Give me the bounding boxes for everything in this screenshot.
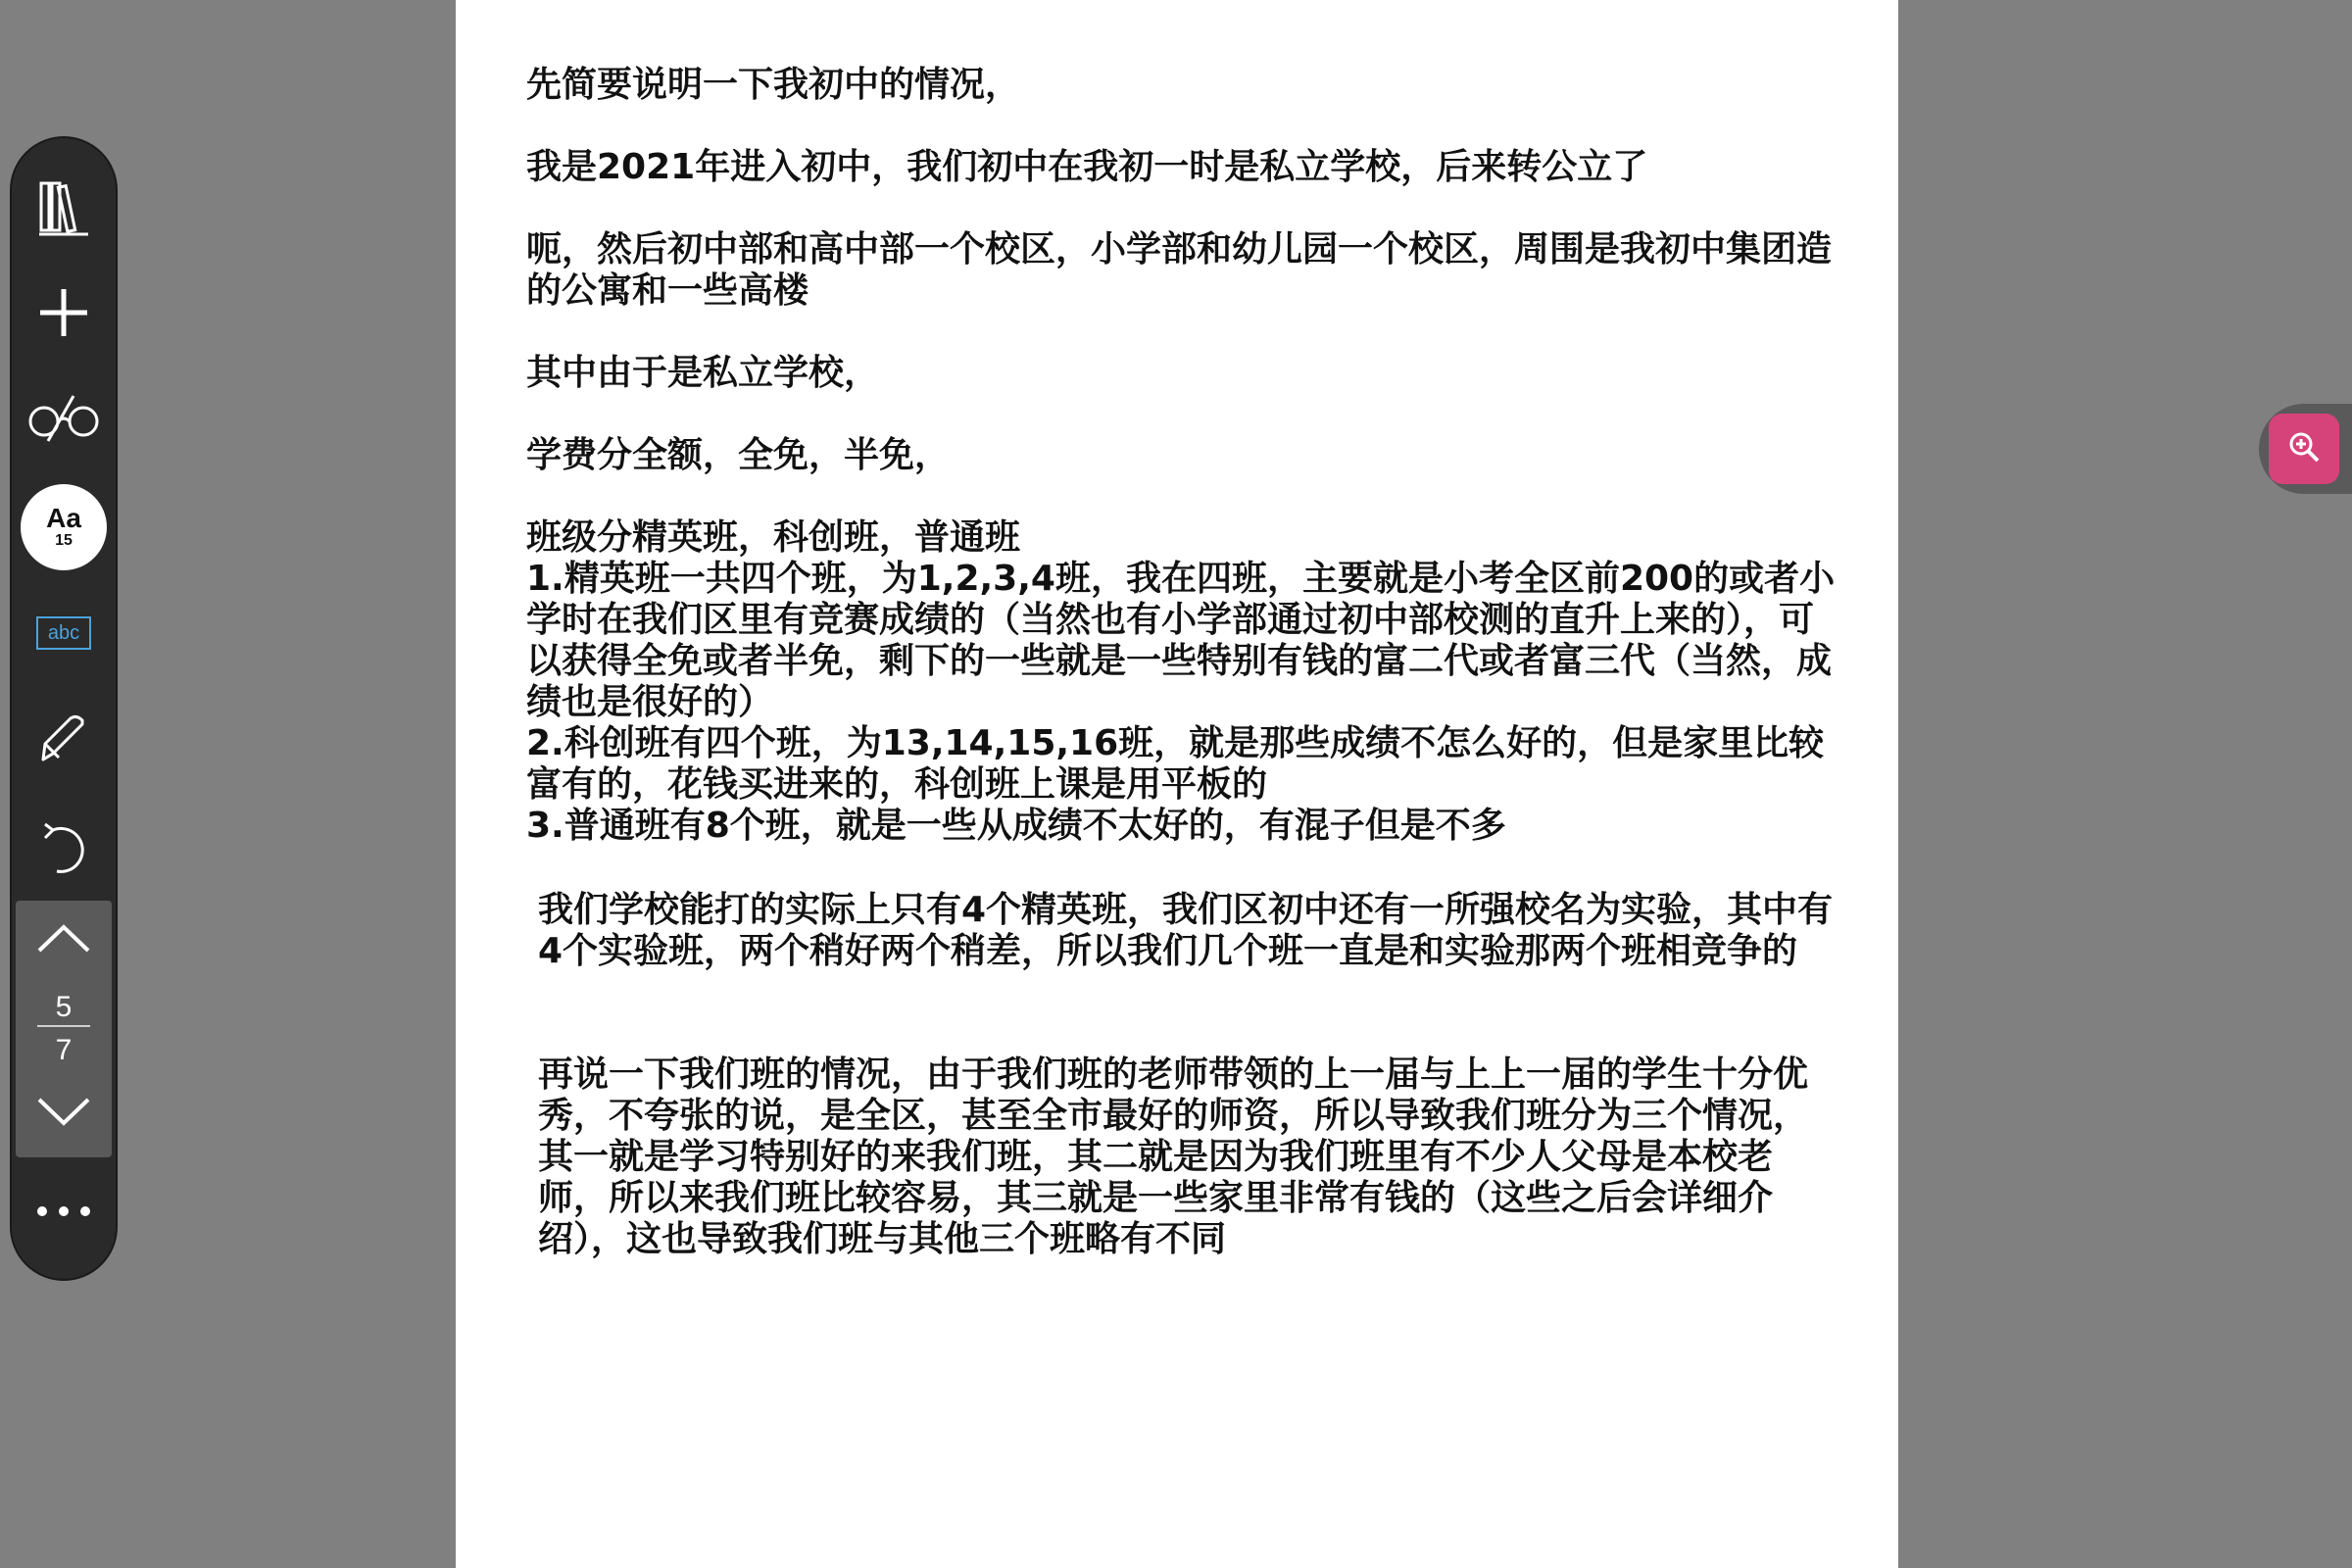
current-page-number: 5 <box>55 991 73 1023</box>
page-navigator <box>16 901 112 1157</box>
plus-icon <box>38 287 89 342</box>
total-pages-number: 7 <box>55 1034 73 1066</box>
paragraph: 其中由于是私立学校， <box>526 353 880 393</box>
document-page <box>456 0 1898 1568</box>
paragraph: 再说一下我们班的情况，由于我们班的老师带领的上一届与上上一届的学生十分优秀，不夸张的说，是全区，甚至全市最好的师资，所以导致我们班分为三个情况，其一就是学习特别好的来我们班，其二就是因为我们班里有不少人父母是本校老师，所以来我们班比较容易，其三就是一些家里非常有钱的（这些之后会详细介绍），这也导致我们班与其他三个班略有不同 <box>538 1054 1809 1259</box>
annotate-button[interactable] <box>12 697 116 785</box>
library-icon <box>37 177 90 242</box>
undo-button[interactable] <box>12 805 116 893</box>
text-style-icon: abc <box>36 616 91 650</box>
zoom-panel <box>2259 404 2352 494</box>
more-button[interactable] <box>12 1167 116 1255</box>
paragraph: 呃，然后初中部和高中部一个校区，小学部和幼儿园一个校区，周围是我初中集团造的公寓和一些高楼 <box>526 229 1833 311</box>
chevron-down-icon <box>37 1098 90 1131</box>
paragraph: 班级分精英班，科创班，普通班 <box>526 517 1021 558</box>
paragraph: 我是2021年进入初中，我们初中在我初一时是私立学校，后来转公立了 <box>526 147 1648 187</box>
glasses-icon <box>26 394 101 447</box>
zoom-in-button[interactable] <box>2269 414 2339 484</box>
text-style-button[interactable] <box>12 589 116 677</box>
font-size-button[interactable] <box>12 483 116 571</box>
next-page-button[interactable] <box>16 1075 112 1153</box>
paragraph: 2.科创班有四个班，为13,14,15,16班，就是那些成绩不怎么好的，但是家里比较富有的，花钱买进来的，科创班上课是用平板的 <box>526 723 1825 805</box>
paragraph: 我们学校能打的实际上只有4个精英班，我们区初中还有一所强校名为实验，其中有4个实验班，两个稍好两个稍差，所以我们几个班一直是和实验那两个班相竞争的 <box>538 890 1834 971</box>
paragraph: 先简要说明一下我初中的情况， <box>526 65 1021 105</box>
reader-toolbar <box>10 136 118 1281</box>
library-button[interactable] <box>12 166 116 254</box>
reading-mode-button[interactable] <box>12 376 116 465</box>
undo-icon <box>39 818 88 879</box>
more-icon <box>36 1202 91 1221</box>
paragraph: 学费分全额，全免，半免， <box>526 435 951 475</box>
previous-page-button[interactable] <box>16 901 112 979</box>
paragraph: 1.精英班一共四个班，为1,2,3,4班，我在四班，主要就是小考全区前200的或者小学时在我们区里有竞赛成绩的（当然也有小学部通过初中部校测的直升上来的），可以获得全免或者半免，剩下的一些就是一些特别有钱的富二代或者富三代（当然，成绩也是很好的） <box>526 559 1836 722</box>
page-divider <box>37 1025 90 1027</box>
font-size-value: 15 <box>55 532 73 549</box>
chevron-up-icon <box>37 923 90 956</box>
font-size-icon <box>21 484 107 570</box>
paragraph: 3.普通班有8个班，就是一些从成绩不太好的，有混子但是不多 <box>526 806 1506 846</box>
font-label: Aa <box>46 503 81 533</box>
document-text <box>526 65 1839 1260</box>
zoom-in-icon <box>2286 429 2322 468</box>
add-button[interactable] <box>12 270 116 359</box>
highlight-pen-icon <box>35 710 92 771</box>
